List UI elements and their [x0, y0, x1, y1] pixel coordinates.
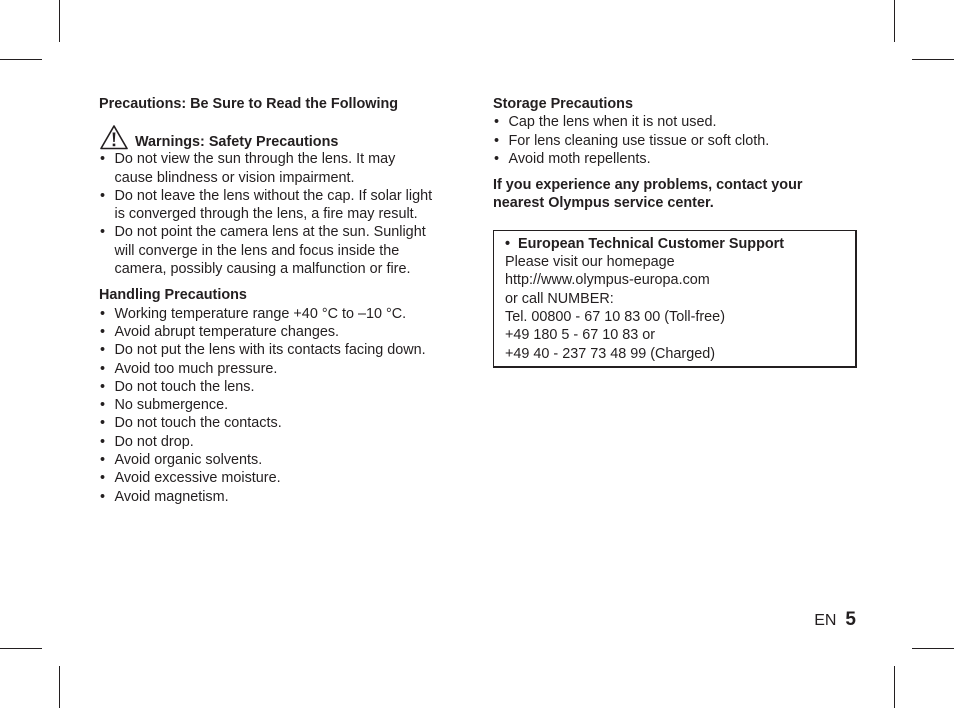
handling-title: Handling Precautions: [99, 287, 247, 304]
support-url: http://www.olympus-europa.com: [505, 272, 710, 289]
language-code: EN: [814, 612, 837, 629]
list-item: • No submergence.: [100, 397, 229, 414]
bullet: •: [100, 224, 106, 241]
crop-mark: [0, 59, 42, 60]
bullet: •: [100, 488, 106, 505]
warnings-list: [99, 150, 469, 278]
support-line: or call NUMBER:: [505, 290, 614, 307]
bullet: •: [100, 323, 106, 340]
bullet: •: [100, 360, 106, 377]
crop-mark: [894, 666, 895, 708]
bullet: •: [100, 378, 106, 395]
bullet: •: [100, 151, 106, 168]
list-item: • Avoid moth repellents.: [494, 150, 651, 167]
main-title: Precautions: Be Sure to Read the Following: [99, 96, 399, 112]
support-box: [493, 230, 857, 368]
bullet: •: [494, 114, 500, 131]
bullet: •: [100, 433, 106, 450]
list-item: • Avoid magnetism.: [100, 488, 229, 505]
list-item: • Avoid abrupt temperature changes.: [100, 323, 340, 340]
crop-mark: [894, 0, 895, 42]
bullet: •: [494, 132, 500, 149]
support-phone: +49 180 5 - 67 10 83 or: [505, 327, 656, 344]
list-item: • Avoid excessive moisture.: [100, 470, 281, 487]
bullet: •: [494, 150, 500, 167]
crop-mark: [59, 666, 60, 708]
list-item: • Do not drop.: [100, 433, 194, 450]
bullet: •: [100, 397, 106, 414]
list-item: • Do not touch the contacts.: [100, 415, 282, 432]
page-number: [814, 611, 856, 630]
list-item: • Do not leave the lens without the cap. If solar light is converged through the lens, a fire may result.: [100, 187, 433, 223]
crop-mark: [912, 59, 954, 60]
storage-list: [493, 113, 858, 168]
warnings-title: Warnings: Safety Precautions: [135, 134, 339, 150]
warnings-heading: [99, 123, 469, 151]
crop-mark: [59, 0, 60, 42]
list-item: • Do not view the sun through the lens. It may cause blindness or vision impairment.: [100, 151, 396, 186]
page-num: 5: [845, 609, 856, 630]
support-phone: +49 40 - 237 73 48 99 (Charged): [505, 345, 716, 362]
bullet: •: [100, 187, 106, 204]
bullet: •: [100, 470, 106, 487]
crop-mark: [912, 648, 954, 649]
list-item: • Do not touch the lens.: [100, 378, 255, 395]
bullet: •: [100, 452, 106, 469]
warning-triangle-icon: [99, 124, 129, 150]
bullet: •: [100, 415, 106, 432]
bullet: •: [505, 235, 511, 252]
support-title: • European Technical Customer Support: [505, 235, 785, 252]
support-phone: Tel. 00800 - 67 10 83 00 (Toll-free): [505, 308, 725, 325]
list-item: • Do not put the lens with its contacts facing down.: [100, 342, 426, 359]
list-item: • Working temperature range +40 °C to –10 °C.: [100, 305, 407, 322]
list-item: • Avoid too much pressure.: [100, 360, 278, 377]
list-item: • For lens cleaning use tissue or soft cloth.: [494, 132, 770, 149]
handling-list: [99, 305, 469, 506]
crop-mark: [0, 648, 42, 649]
support-line: Please visit our homepage: [505, 254, 675, 271]
list-item: • Cap the lens when it is not used.: [494, 114, 717, 131]
right-column: [493, 95, 858, 368]
storage-title: Storage Precautions: [493, 96, 633, 112]
list-item: • Avoid organic solvents.: [100, 452, 263, 469]
left-column: [99, 95, 469, 506]
list-item: • Do not point the camera lens at the sun. Sunlight will converge in the lens and focus inside the camera, possibly causing a malfunction or fire.: [100, 224, 426, 278]
contact-note: If you experience any problems, contact your nearest Olympus service center.: [493, 177, 803, 212]
bullet: •: [100, 305, 106, 322]
bullet: •: [100, 342, 106, 359]
